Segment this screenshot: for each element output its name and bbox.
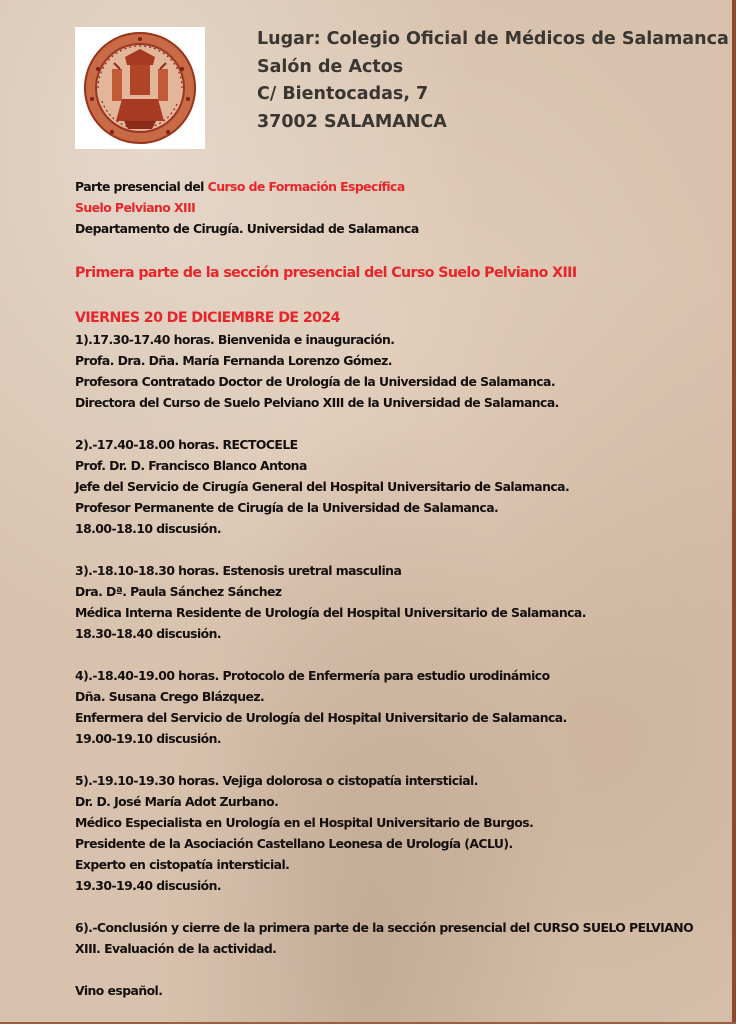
closing-line: Vino español.	[75, 983, 163, 998]
venue-line: Lugar: Colegio Oficial de Médicos de Salamanca	[257, 29, 729, 49]
program-line: Dr. D. José María Adot Zurbano.	[75, 794, 279, 809]
street-line: C/ Bientocadas, 7	[257, 84, 429, 104]
program-line: 6).-Conclusión y cierre de la primera parte de la sección presencial del CURSO SUELO PELVIANO	[75, 920, 694, 935]
program-line: Profesora Contratado Doctor de Urología de la Universidad de Salamanca.	[75, 374, 556, 389]
program-item-5	[75, 770, 715, 896]
course-title: Suelo Pelviano XIII	[75, 200, 196, 215]
program-line: Experto en cistopatía intersticial.	[75, 857, 290, 872]
program-line: 4).-18.40-19.00 horas. Protocolo de Enfermería para estudio urodinámico	[75, 668, 550, 683]
date-heading: VIERNES 20 DE DICIEMBRE DE 2024	[75, 310, 340, 326]
program-content	[75, 176, 715, 1001]
section-title: Primera parte de la sección presencial del Curso Suelo Pelviano XIII	[75, 265, 577, 281]
intro-prefix: Parte presencial del	[75, 179, 208, 194]
program-line: Enfermera del Servicio de Urología del Hospital Universitario de Salamanca.	[75, 710, 567, 725]
program-line: Dra. Dª. Paula Sánchez Sánchez	[75, 584, 282, 599]
program-line: 19.30-19.40 discusión.	[75, 878, 222, 893]
city-line: 37002 SALAMANCA	[257, 111, 447, 132]
venue-address	[257, 26, 727, 136]
program-line: Médica Interna Residente de Urología del Hospital Universitario de Salamanca.	[75, 605, 586, 620]
university-seal	[75, 27, 205, 149]
program-line: Dña. Susana Crego Blázquez.	[75, 689, 265, 704]
right-border	[732, 0, 736, 1024]
program-line: Médico Especialista en Urología en el Hospital Universitario de Burgos.	[75, 815, 534, 830]
program-item-3	[75, 560, 715, 644]
program-line: Prof. Dr. D. Francisco Blanco Antona	[75, 458, 307, 473]
program-line: 18.30-18.40 discusión.	[75, 626, 222, 641]
program-line: 2).-17.40-18.00 horas. RECTOCELE	[75, 437, 298, 452]
program-line: 5).-19.10-19.30 horas. Vejiga dolorosa o cistopatía intersticial.	[75, 773, 478, 788]
program-item-1	[75, 329, 715, 413]
program-item-6	[75, 917, 715, 959]
program-line: XIII. Evaluación de la actividad.	[75, 941, 277, 956]
course-name-highlight: Curso de Formación Específica	[207, 179, 405, 194]
program-line: 3).-18.10-18.30 horas. Estenosis uretral masculina	[75, 563, 402, 578]
program-line: Profa. Dra. Dña. María Fernanda Lorenzo Gómez.	[75, 353, 392, 368]
program-line: 18.00-18.10 discusión.	[75, 521, 222, 536]
program-item-4	[75, 665, 715, 749]
program-line: 1).17.30-17.40 horas. Bienvenida e inauguración.	[75, 332, 395, 347]
program-line: 19.00-19.10 discusión.	[75, 731, 222, 746]
seal-emblem-icon	[78, 29, 202, 147]
department-line: Departamento de Cirugía. Universidad de Salamanca	[75, 221, 419, 236]
intro-line-1	[75, 176, 715, 197]
program-line: Profesor Permanente de Cirugía de la Universidad de Salamanca.	[75, 500, 499, 515]
program-line: Directora del Curso de Suelo Pelviano XIII de la Universidad de Salamanca.	[75, 395, 559, 410]
hall-line: Salón de Actos	[257, 56, 404, 77]
program-item-2	[75, 434, 715, 539]
program-line: Jefe del Servicio de Cirugía General del Hospital Universitario de Salamanca.	[75, 479, 570, 494]
program-line: Presidente de la Asociación Castellano Leonesa de Urología (ACLU).	[75, 836, 513, 851]
